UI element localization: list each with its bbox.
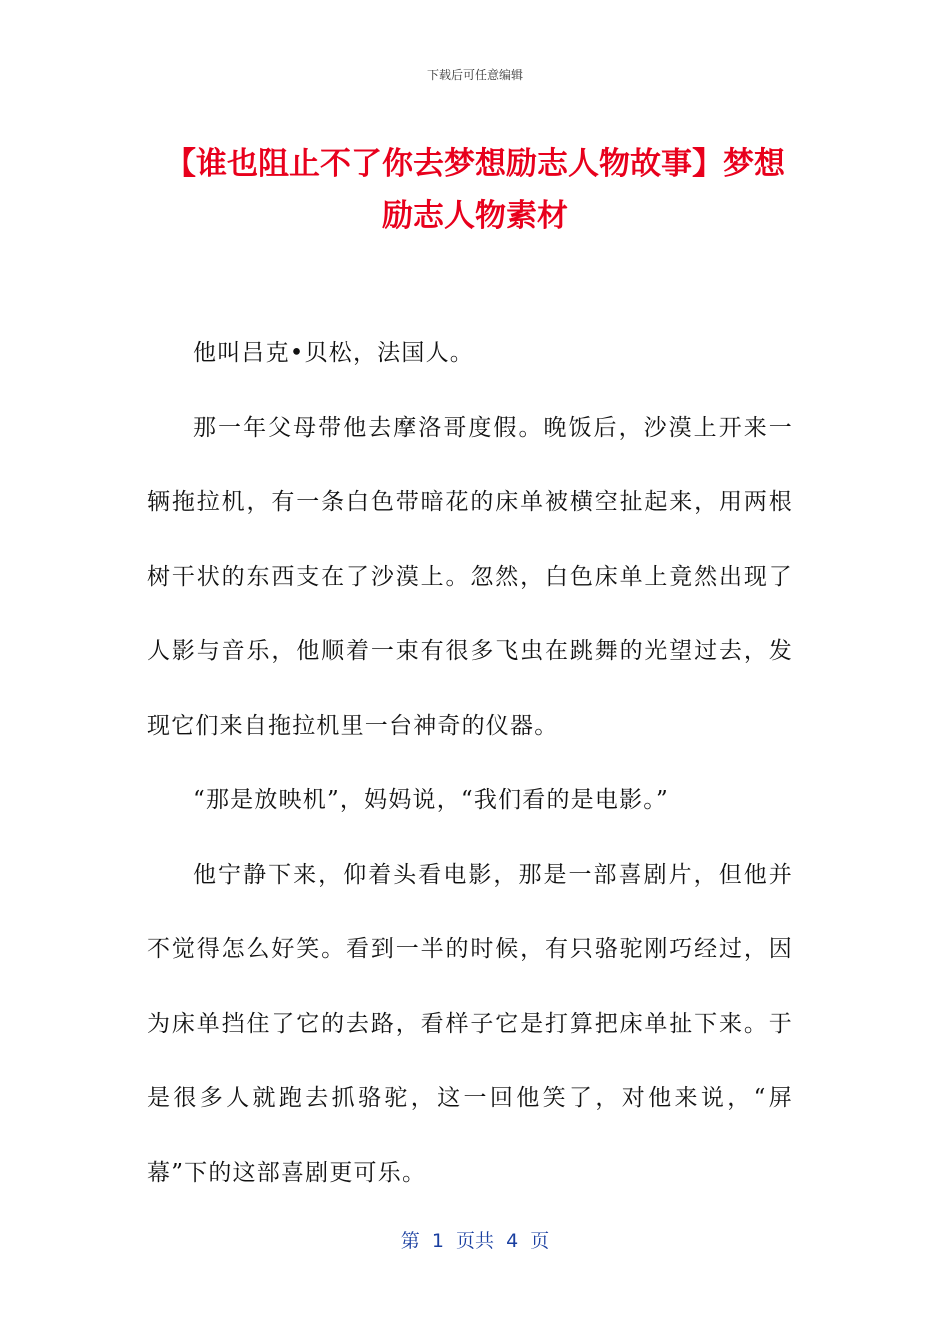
document-body [147, 316, 793, 1210]
page-number-footer: 第 1 页共 4 页 [400, 1230, 550, 1252]
page-header-note: 下载后可任意编辑 [426, 68, 523, 82]
paragraph: 那一年父母带他去摩洛哥度假。晚饭后，沙漠上开来一辆拖拉机，有一条白色带暗花的床单被横空扯起来，用两根树干状的东西支在了沙漠上。忽然，白色床单上竟然出现了人影与音乐，他顺着一束有很多飞虫在跳舞的光望过去，发现它们来自拖拉机里一台神奇的仪器。 [147, 414, 793, 739]
document-title: 【谁也阻止不了你去梦想励志人物故事】梦想励志人物素材 [165, 146, 785, 234]
paragraph: 他宁静下来，仰着头看电影，那是一部喜剧片，但他并不觉得怎么好笑。看到一半的时候，有只骆驼刚巧经过，因为床单挡住了它的去路，看样子它是打算把床单扯下来。于是很多人就跑去抓骆驼，这一回他笑了，对他来说，“屏幕”下的这部喜剧更可乐。 [147, 861, 793, 1186]
paragraph: 他叫吕克•贝松，法国人。 [193, 340, 474, 366]
paragraph: “那是放映机”，妈妈说，“我们看的是电影。” [193, 787, 669, 813]
